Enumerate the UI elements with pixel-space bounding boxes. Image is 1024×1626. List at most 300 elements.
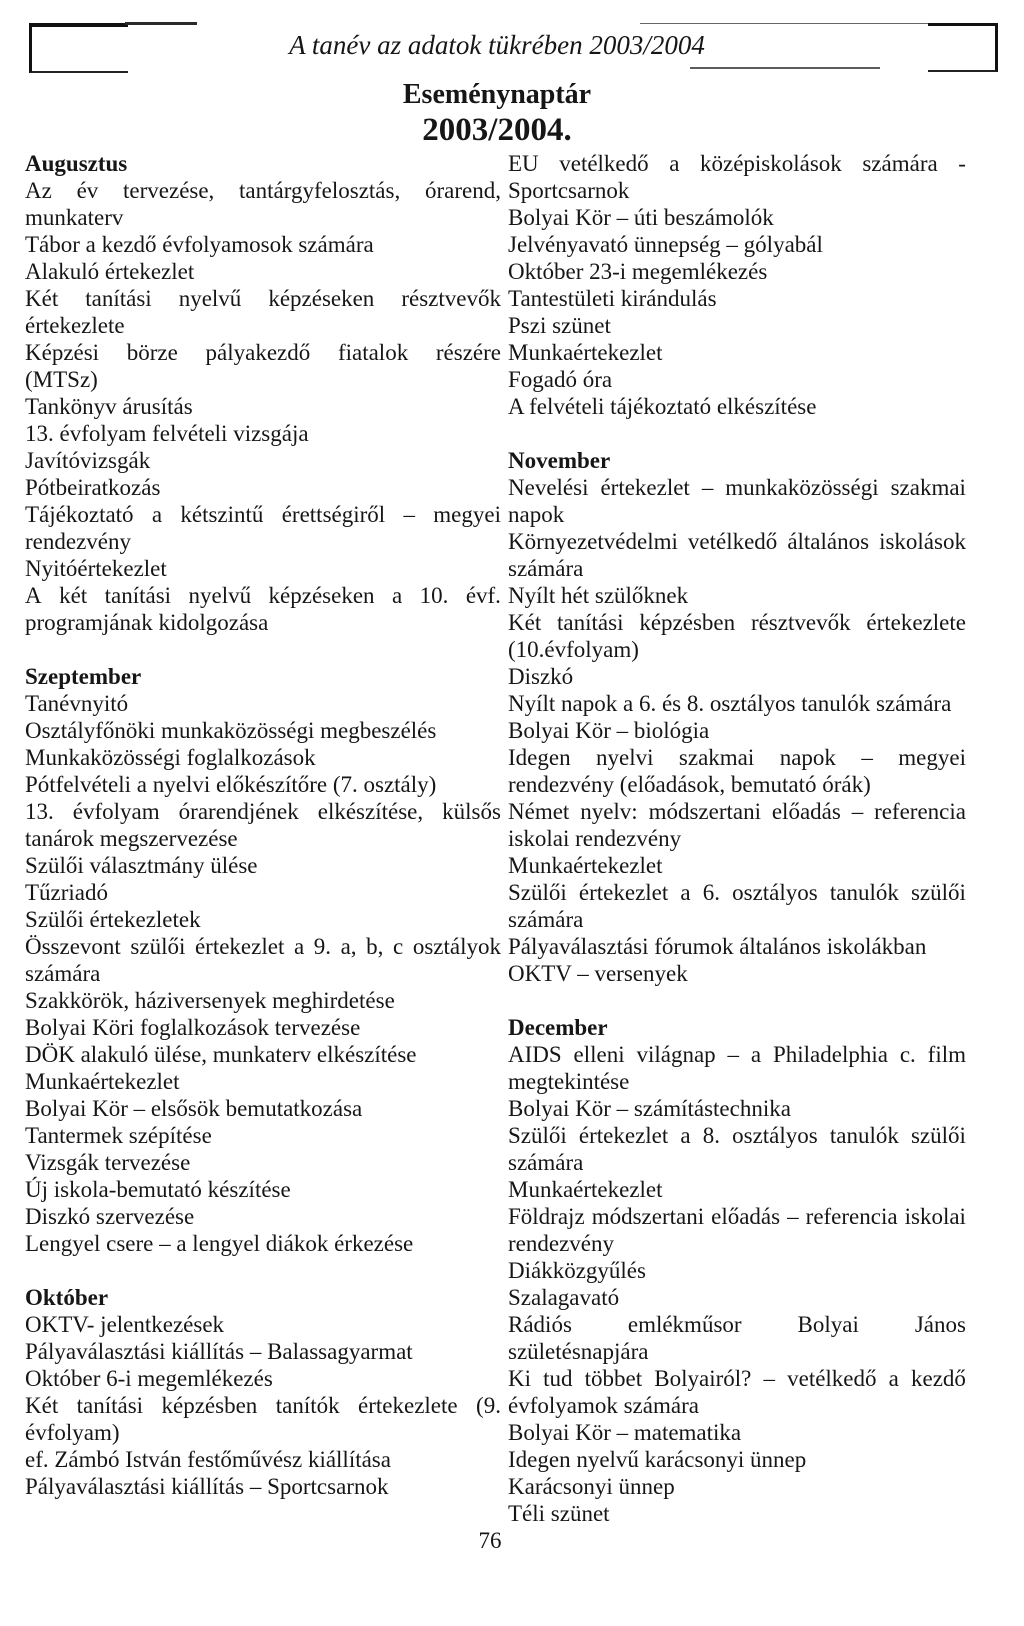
event-line: rendezvény (előadások, bemutató órák) xyxy=(508,772,871,797)
word: a xyxy=(391,583,403,608)
word: Két xyxy=(508,610,542,635)
word: résztvevők xyxy=(401,286,501,311)
event-line xyxy=(508,1203,966,1230)
event-line: (10.évfolyam) xyxy=(508,637,639,662)
event-item xyxy=(25,501,501,555)
event-line: Munkaértekezlet xyxy=(25,1069,180,1094)
word: film xyxy=(927,1042,966,1067)
word: Képzési xyxy=(25,340,100,365)
event-line xyxy=(508,879,966,906)
word: Szülői xyxy=(508,1123,567,1148)
event-item xyxy=(508,1176,966,1203)
word: – xyxy=(701,475,714,500)
event-item xyxy=(25,1338,501,1365)
word: Környezetvédelmi xyxy=(508,529,678,554)
word: értekezlete xyxy=(866,610,966,635)
word: módszertani xyxy=(591,1204,705,1229)
word: referencia xyxy=(805,1204,898,1229)
word: vetélkedő xyxy=(559,151,649,176)
month-section xyxy=(25,1284,501,1500)
word: órarend, xyxy=(424,178,501,203)
word: Két xyxy=(25,286,59,311)
event-line: Téli szünet xyxy=(508,1501,610,1526)
word: osztályok xyxy=(412,934,501,959)
word: A xyxy=(25,583,42,608)
word: – xyxy=(851,799,864,824)
event-item xyxy=(25,420,501,447)
word: osztályos xyxy=(732,880,818,905)
event-line xyxy=(508,1122,966,1149)
word: vetélkedő xyxy=(687,529,778,554)
word: világnap xyxy=(636,1042,716,1067)
event-item xyxy=(508,204,966,231)
event-item xyxy=(508,339,966,366)
event-line: Munkaértekezlet xyxy=(508,853,663,878)
word: tanítási xyxy=(557,610,624,635)
month-section xyxy=(25,150,501,636)
event-line: Alakuló értekezlet xyxy=(25,259,195,284)
word: résztvevők xyxy=(750,610,851,635)
event-line: Új iskola-bemutató készítése xyxy=(25,1177,291,1202)
event-item xyxy=(508,582,966,609)
event-line: munkaterv xyxy=(25,205,124,230)
event-item xyxy=(508,717,966,744)
event-line xyxy=(508,528,966,555)
event-line xyxy=(25,177,501,204)
event-line: Fogadó óra xyxy=(508,367,613,392)
word: Bolyai xyxy=(797,1312,859,1337)
word: szülői xyxy=(130,934,186,959)
event-line: Pszi szünet xyxy=(508,313,611,338)
word: Tájékoztató xyxy=(25,502,134,527)
word: megyei xyxy=(898,745,966,770)
word: Idegen xyxy=(508,745,571,770)
word: nyelvű xyxy=(188,583,252,608)
event-line: évfolyam) xyxy=(25,1420,120,1445)
word: előadás xyxy=(771,799,841,824)
word: tervezése, xyxy=(123,178,215,203)
event-line: Diákközgyűlés xyxy=(508,1258,646,1283)
word: - xyxy=(958,151,966,176)
word: érettségiről xyxy=(281,502,386,527)
month-section xyxy=(508,150,966,420)
word: értekezlet xyxy=(194,934,285,959)
word: megyei xyxy=(433,502,501,527)
word: iskolai xyxy=(904,1204,966,1229)
word: fiatalok xyxy=(337,340,409,365)
event-item xyxy=(508,474,966,528)
event-line: tanárok megszervezése xyxy=(25,826,238,851)
word: a xyxy=(680,880,691,905)
event-line: Lengyel csere – a lengyel diákok érkezése xyxy=(25,1231,414,1256)
word: c xyxy=(393,934,404,959)
word: tanítók xyxy=(275,1393,340,1418)
event-line: Munkaközösségi foglalkozások xyxy=(25,745,316,770)
event-line: Október 6-i megemlékezés xyxy=(25,1366,273,1391)
word: munkaközösségi xyxy=(725,475,879,500)
word: Ki xyxy=(508,1366,531,1391)
event-line: Nyitóértekezlet xyxy=(25,556,167,581)
event-line: Bolyai Köri foglalkozások tervezése xyxy=(25,1015,361,1040)
event-line: rendezvény xyxy=(25,529,131,554)
word: osztályos xyxy=(732,1123,818,1148)
word: a, xyxy=(340,934,357,959)
event-item xyxy=(508,1419,966,1446)
event-item xyxy=(508,960,966,987)
event-item xyxy=(25,393,501,420)
word: AIDS xyxy=(508,1042,562,1067)
header-frame-bar xyxy=(125,22,197,25)
word: értekezlet xyxy=(578,880,669,905)
word: emlékműsor xyxy=(627,1312,742,1337)
event-item xyxy=(25,987,501,1014)
word: tantárgyfelosztás, xyxy=(239,178,401,203)
event-line: számára xyxy=(25,961,101,986)
event-item xyxy=(25,1230,501,1257)
event-line: Munkaértekezlet xyxy=(508,1177,663,1202)
word: általános xyxy=(787,529,870,554)
event-item xyxy=(25,231,501,258)
word: vetélkedő xyxy=(787,1366,877,1391)
event-line: programjának kidolgozása xyxy=(25,610,269,635)
event-line xyxy=(25,339,501,366)
event-item xyxy=(25,1176,501,1203)
word: 13. xyxy=(25,799,54,824)
word: szakmai xyxy=(678,745,755,770)
event-item xyxy=(508,798,966,852)
word: Bolyairól? xyxy=(654,1366,752,1391)
header-rule-bottom xyxy=(690,67,880,69)
word: nyelv: xyxy=(580,799,638,824)
event-line xyxy=(508,150,966,177)
word: EU xyxy=(508,151,539,176)
event-line: ef. Zámbó István festőművész kiállítása xyxy=(25,1447,391,1472)
event-line: Pótbeiratkozás xyxy=(25,475,161,500)
event-line xyxy=(508,1311,966,1338)
event-item xyxy=(25,1014,501,1041)
event-item xyxy=(25,177,501,231)
event-line: Tantestületi kirándulás xyxy=(508,286,717,311)
event-item xyxy=(25,447,501,474)
event-line: Jelvényavató ünnepség – gólyabál xyxy=(508,232,823,257)
event-line: Bolyai Kör – matematika xyxy=(508,1420,742,1445)
word: referencia xyxy=(874,799,966,824)
word: módszertani xyxy=(648,799,761,824)
word: értekezlet xyxy=(578,1123,669,1148)
event-line: 13. évfolyam felvételi vizsgája xyxy=(25,421,309,446)
month-heading: Augusztus xyxy=(25,151,128,176)
word: kétszintű xyxy=(180,502,264,527)
word: (9. xyxy=(476,1393,501,1418)
calendar-column-right xyxy=(508,150,966,1527)
word: 6. xyxy=(702,880,720,905)
word: a xyxy=(293,934,305,959)
event-item xyxy=(25,852,501,879)
event-line xyxy=(25,582,501,609)
event-item xyxy=(508,1041,966,1095)
page-title: Eseménynaptár xyxy=(402,79,592,110)
event-item xyxy=(25,798,501,852)
event-line: rendezvény xyxy=(508,1231,614,1256)
event-item xyxy=(508,258,966,285)
event-item xyxy=(25,582,501,636)
event-line xyxy=(508,798,966,825)
event-line xyxy=(508,474,966,501)
word: b, xyxy=(366,934,384,959)
event-line: születésnapjára xyxy=(508,1339,649,1364)
word: elleni xyxy=(573,1042,625,1067)
word: többet xyxy=(584,1366,643,1391)
event-item xyxy=(508,933,966,960)
event-line xyxy=(25,933,501,960)
event-line: Diszkó xyxy=(508,664,574,689)
event-item xyxy=(508,609,966,663)
event-line: megtekintése xyxy=(508,1069,630,1094)
word: a xyxy=(888,1366,899,1391)
event-line: értekezlete xyxy=(25,313,125,338)
word: számára xyxy=(862,151,938,176)
calendar-column-left xyxy=(25,150,501,1500)
word: 10. xyxy=(419,583,449,608)
event-line: iskolai rendezvény xyxy=(508,826,682,851)
event-line xyxy=(508,1041,966,1068)
event-line: Szülői értekezletek xyxy=(25,907,201,932)
event-line: Tantermek szépítése xyxy=(25,1123,212,1148)
event-line: számára xyxy=(508,1150,584,1175)
word: két xyxy=(59,583,88,608)
event-line xyxy=(25,285,501,312)
event-item xyxy=(508,285,966,312)
event-line: Október 23-i megemlékezés xyxy=(508,259,768,284)
event-line: Idegen nyelvű karácsonyi ünnep xyxy=(508,1447,807,1472)
word: nyelvű xyxy=(178,286,242,311)
event-line: Szakkörök, háziversenyek meghirdetése xyxy=(25,988,395,1013)
event-line xyxy=(25,798,501,825)
event-line: Munkaértekezlet xyxy=(508,340,663,365)
event-line: A felvételi tájékoztató elkészítése xyxy=(508,394,817,419)
header-rule-top xyxy=(640,23,928,24)
word: a xyxy=(680,1123,691,1148)
word: év xyxy=(76,178,99,203)
event-line: OKTV – versenyek xyxy=(508,961,688,986)
word: részére xyxy=(435,340,501,365)
word: órarendjének xyxy=(178,799,299,824)
month-heading: November xyxy=(508,448,611,473)
event-item xyxy=(25,1446,501,1473)
event-item xyxy=(508,1446,966,1473)
event-item xyxy=(508,1284,966,1311)
event-line: napok xyxy=(508,502,565,527)
event-line: Diszkó szervezése xyxy=(25,1204,195,1229)
event-item xyxy=(508,1095,966,1122)
month-section xyxy=(508,1014,966,1527)
word: külsős xyxy=(442,799,501,824)
word: Szülői xyxy=(508,880,567,905)
event-item xyxy=(508,879,966,933)
word: 8. xyxy=(702,1123,720,1148)
event-item xyxy=(508,1257,966,1284)
word: előadás xyxy=(711,1204,781,1229)
word: Összevont xyxy=(25,934,121,959)
word: képzéseken xyxy=(268,286,375,311)
event-line xyxy=(25,501,501,528)
event-line: Javítóvizsgák xyxy=(25,448,151,473)
event-item xyxy=(25,1203,501,1230)
event-item xyxy=(25,717,501,744)
word: elkészítése, xyxy=(317,799,424,824)
event-line xyxy=(508,609,966,636)
event-line: Tankönyv árusítás xyxy=(25,394,193,419)
word: c. xyxy=(899,1042,916,1067)
event-line: Pályaválasztási kiállítás – Balassagyarmat xyxy=(25,1339,413,1364)
event-item xyxy=(508,1311,966,1365)
event-item xyxy=(25,285,501,339)
event-line: Sportcsarnok xyxy=(508,178,630,203)
event-item xyxy=(25,474,501,501)
event-line: Nyílt napok a 6. és 8. osztályos tanulók számára xyxy=(508,691,952,716)
event-item xyxy=(25,258,501,285)
word: – xyxy=(727,1042,740,1067)
event-item xyxy=(25,1392,501,1446)
event-line: Pótfelvételi a nyelvi előkészítőre (7. osztály) xyxy=(25,772,437,797)
event-item xyxy=(508,852,966,879)
event-line xyxy=(508,1365,966,1392)
word: szülői xyxy=(910,1123,966,1148)
event-line xyxy=(25,1392,501,1419)
event-item xyxy=(508,1122,966,1176)
event-item xyxy=(25,690,501,717)
event-item xyxy=(508,150,966,204)
word: tanítási xyxy=(85,286,152,311)
running-header: A tanév az adatok tükrében 2003/2004 xyxy=(289,30,705,60)
event-item xyxy=(508,393,966,420)
month-heading: December xyxy=(508,1015,608,1040)
event-line: Tábor a kezdő évfolyamosok számára xyxy=(25,232,374,257)
event-line: Karácsonyi ünnep xyxy=(508,1474,675,1499)
word: évfolyam xyxy=(72,799,160,824)
word: – xyxy=(403,502,415,527)
month-heading: Október xyxy=(25,1285,109,1310)
event-line: Vizsgák tervezése xyxy=(25,1150,191,1175)
event-line: Szülői választmány ülése xyxy=(25,853,258,878)
word: 9. xyxy=(313,934,331,959)
event-line: Tanévnyitó xyxy=(25,691,129,716)
event-item xyxy=(25,933,501,987)
event-item xyxy=(508,312,966,339)
month-section xyxy=(508,447,966,987)
event-item xyxy=(25,906,501,933)
event-item xyxy=(25,1149,501,1176)
word: tanítási xyxy=(104,583,172,608)
event-item xyxy=(25,1041,501,1068)
word: tanulók xyxy=(829,1123,899,1148)
event-line: Pályaválasztási fórumok általános iskolákban xyxy=(508,934,927,959)
event-line: Nyílt hét szülőknek xyxy=(508,583,689,608)
event-item xyxy=(508,231,966,258)
event-line: Bolyai Kör – számítástechnika xyxy=(508,1096,791,1121)
event-item xyxy=(25,1068,501,1095)
event-item xyxy=(508,528,966,582)
event-item xyxy=(508,1473,966,1500)
event-line: számára xyxy=(508,907,584,932)
word: börze xyxy=(126,340,178,365)
word: értekezlete xyxy=(358,1393,458,1418)
word: kezdő xyxy=(910,1366,966,1391)
event-line: Bolyai Kör – elsősök bemutatkozása xyxy=(25,1096,363,1121)
page-subtitle: 2003/2004. xyxy=(422,112,572,148)
event-line: OKTV- jelentkezések xyxy=(25,1312,225,1337)
event-item xyxy=(508,1500,966,1527)
event-item xyxy=(508,744,966,798)
event-item xyxy=(25,744,501,771)
word: a xyxy=(669,151,680,176)
event-item xyxy=(25,555,501,582)
word: – xyxy=(763,1366,775,1391)
word: Philadelphia xyxy=(772,1042,888,1067)
event-item xyxy=(25,1473,501,1500)
word: értekezlet xyxy=(600,475,690,500)
event-item xyxy=(25,1311,501,1338)
event-line: Tűzriadó xyxy=(25,880,109,905)
word: pályakezdő xyxy=(205,340,311,365)
event-line: Bolyai Kör – biológia xyxy=(508,718,710,743)
event-item xyxy=(25,771,501,798)
word: iskolások xyxy=(879,529,966,554)
word: középiskolások xyxy=(699,151,842,176)
event-item xyxy=(25,1095,501,1122)
month-section xyxy=(25,663,501,1257)
word: tanítási xyxy=(76,1393,144,1418)
word: Két xyxy=(25,1393,59,1418)
word: – xyxy=(787,1204,799,1229)
event-line: számára xyxy=(508,556,584,581)
word: képzéseken xyxy=(268,583,375,608)
word: Nevelési xyxy=(508,475,589,500)
event-item xyxy=(25,1122,501,1149)
event-item xyxy=(508,1365,966,1419)
event-line: Szalagavató xyxy=(508,1285,620,1310)
word: a xyxy=(151,502,163,527)
page-number: 76 xyxy=(478,1528,502,1553)
event-line: Osztályfőnöki munkaközösségi megbeszélés xyxy=(25,718,437,743)
word: szülői xyxy=(910,880,966,905)
event-item xyxy=(25,339,501,393)
event-item xyxy=(508,663,966,690)
word: Az xyxy=(25,178,52,203)
word: Rádiós xyxy=(508,1312,572,1337)
event-line: DÖK alakuló ülése, munkaterv elkészítése xyxy=(25,1042,417,1067)
word: képzésben xyxy=(161,1393,258,1418)
event-item xyxy=(508,366,966,393)
event-item xyxy=(508,1203,966,1257)
word: a xyxy=(750,1042,762,1067)
event-item xyxy=(25,879,501,906)
event-line: (MTSz) xyxy=(25,367,98,392)
word: tanulók xyxy=(829,880,899,905)
month-heading: Szeptember xyxy=(25,664,142,689)
word: képzésben xyxy=(639,610,736,635)
word: tud xyxy=(543,1366,573,1391)
event-item xyxy=(25,1365,501,1392)
word: János xyxy=(914,1312,966,1337)
word: napok xyxy=(779,745,836,770)
event-item xyxy=(508,690,966,717)
word: évf. xyxy=(465,583,501,608)
event-line xyxy=(508,744,966,771)
word: nyelvi xyxy=(596,745,654,770)
event-line: Pályaválasztási kiállítás – Sportcsarnok xyxy=(25,1474,389,1499)
event-line: évfolyamok számára xyxy=(508,1393,699,1418)
